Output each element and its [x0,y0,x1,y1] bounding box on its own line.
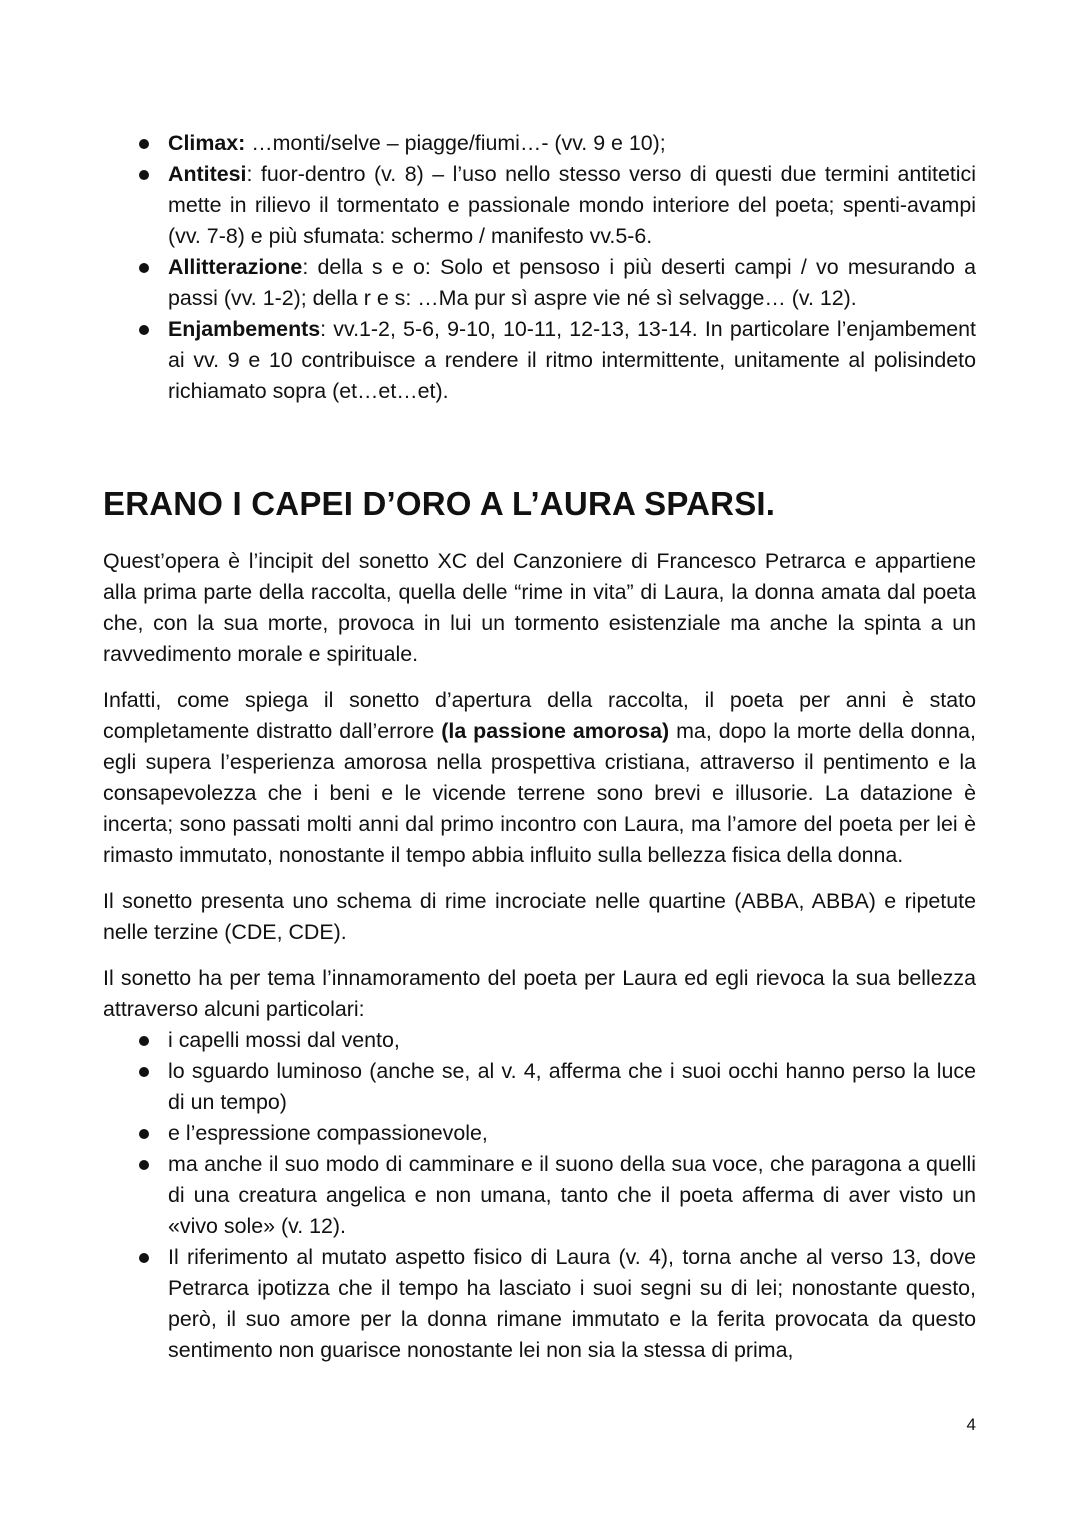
list-item [168,314,976,407]
bullet-icon [139,325,149,335]
bullet-icon [139,1160,149,1170]
list-item-text: i capelli mossi dal vento, [168,1028,400,1052]
figures-of-speech-list [103,128,976,407]
list-item-text: ma anche il suo modo di camminare e il suono della sua voce, che paragona a quelli di una creatura angelica e non umana, tanto che il poeta afferma di aver visto un «vivo sole» (v. 12). [168,1152,976,1238]
list-item [168,1025,976,1056]
list-item-text: e l’espressione compassionevole, [168,1121,488,1145]
list-item-term: Antitesi [168,162,247,186]
list-item-term: Allitterazione [168,255,303,279]
list-item [168,1242,976,1366]
list-item-text: : vv.1-2, 5-6, 9-10, 10-11, 12-13, 13-14. In particolare l’enjambement ai vv. 9 e 10 contribuisce a rendere il ritmo intermittente, unitamente al polisindeto richiamato sopra (et…et…et). [168,317,976,403]
list-item-term: Climax: [168,131,246,155]
beauty-details-list [103,1025,976,1366]
bullet-icon [139,1067,149,1077]
list-item-text: …monti/selve – piagge/fiumi…- (vv. 9 e 10); [245,131,666,155]
theme-paragraph: Il sonetto ha per tema l’innamoramento del poeta per Laura ed egli rievoca la sua bellezza attraverso alcuni particolari: [103,966,976,1021]
list-item [168,1118,976,1149]
bullet-icon [139,139,149,149]
section-title: ERANO I CAPEI D’ORO A L’AURA SPARSI. [103,485,776,522]
bullet-icon [139,1036,149,1046]
list-item [168,128,976,159]
context-bold-phrase: (la passione amorosa) [441,719,670,743]
list-item [168,1056,976,1118]
intro-paragraph: Quest’opera è l’incipit del sonetto XC del Canzoniere di Francesco Petrarca e appartiene alla prima parte della raccolta, quella delle “rime in vita” di Laura, la donna amata dal poeta che, con la sua morte, provoca in lui un tormento esistenziale ma anche la spinta a un ravvedimento morale e spirituale. [103,549,976,666]
list-item-term: Enjambements [168,317,321,341]
list-item [168,159,976,252]
context-text-end: ma, dopo la morte della donna, egli supera l’esperienza amorosa nella prospettiva cristiana, attraverso il pentimento e la consapevolezza che i beni e le vicende terrene sono brevi e illusorie. La datazione è incerta; sono passati molti anni dal primo incontro con Laura, ma l’amore del poeta per lei è rimasto immutato, nonostante il tempo abbia influito sulla bellezza fisica della donna. [103,719,976,867]
rhyme-scheme-paragraph: Il sonetto presenta uno schema di rime incrociate nelle quartine (ABBA, ABBA) e ripetute nelle terzine (CDE, CDE). [103,889,976,944]
page-number: 4 [966,1415,976,1434]
list-item [168,1149,976,1242]
bullet-icon [139,263,149,273]
list-item-text: lo sguardo luminoso (anche se, al v. 4, afferma che i suoi occhi hanno perso la luce di un tempo) [168,1059,976,1114]
context-text-start: Infatti, come spiega il sonetto d’apertura della raccolta, il poeta per anni è stato completamente distratto dall’errore [103,688,976,743]
context-paragraph [103,685,976,871]
document-page [103,128,976,1366]
list-item-text: Il riferimento al mutato aspetto fisico di Laura (v. 4), torna anche al verso 13, dove Petrarca ipotizza che il tempo ha lasciato i suoi segni su di lei; nonostante questo, però, il suo amore per la donna rimane immutato e la ferita provocata da questo sentimento non guarisce nonostante lei non sia la stessa di prima, [168,1245,976,1362]
list-item [168,252,976,314]
bullet-icon [139,1129,149,1139]
list-item-text: : della s e o: Solo et pensoso i più deserti campi / vo mesurando a passi (vv. 1-2); della r e s: …Ma pur sì aspre vie né sì selvagge… (v. 12). [168,255,976,310]
bullet-icon [139,1253,149,1263]
bullet-icon [139,170,149,180]
list-item-text: : fuor-dentro (v. 8) – l’uso nello stesso verso di questi due termini antitetici mette in rilievo il tormentato e passionale mondo interiore del poeta; spenti-avampi (vv. 7-8) e più sfumata: schermo / manifesto vv.5-6. [168,162,976,248]
